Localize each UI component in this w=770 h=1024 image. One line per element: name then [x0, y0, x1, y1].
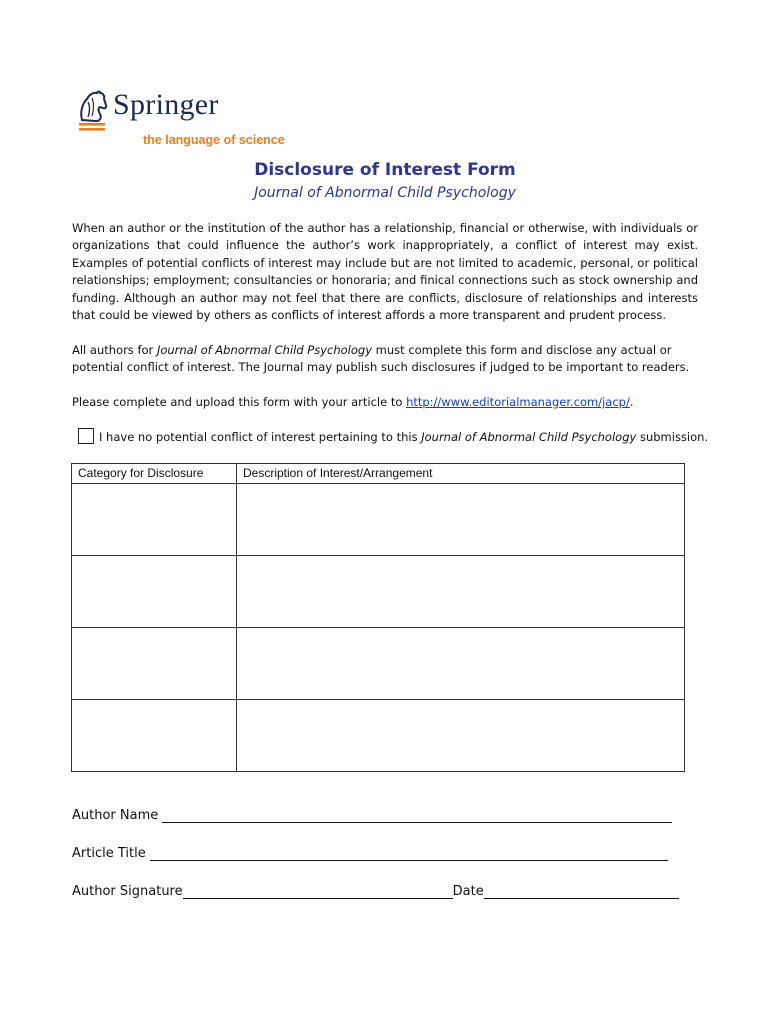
table-row	[72, 628, 685, 700]
date-label: Date	[452, 884, 484, 899]
author-signature-line[interactable]	[183, 884, 453, 899]
no-conflict-text-end: submission.	[636, 430, 709, 444]
intro-paragraph: When an author or the institution of the author has a relationship, financial or otherwise, with individuals or organizations that could influence the author’s work inappropriately, a conflict of interest may exist. Examples of potential conflicts of interest may include but are not limited to academic, personal, or political relationships; employment; consultancies or honoraria; and finical connections such as stock ownership and funding. Although an author may not feel that there are conflicts, disclosure of relationships and interests that could be viewed by others as conflicts of interest affords a more transparent and prudent process.	[72, 221, 698, 323]
category-cell[interactable]	[72, 556, 237, 628]
form-title: Disclosure of Interest Form	[254, 160, 516, 180]
category-header: Category for Disclosure	[72, 464, 237, 484]
requirement-text-start: All authors for	[72, 343, 157, 357]
author-name-field	[72, 808, 672, 823]
springer-horse-icon	[76, 90, 110, 132]
upload-paragraph	[72, 394, 698, 411]
description-cell[interactable]	[237, 628, 685, 700]
no-conflict-journal-name: Journal of Abnormal Child Psychology	[421, 430, 637, 444]
logo-name: Springer	[113, 88, 219, 121]
upload-text: Please complete and upload this form with your article to	[72, 395, 407, 409]
logo-tagline: the language of science	[143, 133, 285, 147]
disclosure-table	[71, 463, 685, 772]
table-header-row	[72, 464, 685, 484]
no-conflict-checkbox[interactable]	[78, 428, 94, 444]
description-cell[interactable]	[237, 484, 685, 556]
category-cell[interactable]	[72, 484, 237, 556]
description-cell[interactable]	[237, 700, 685, 772]
no-conflict-text-start: I have no potential conflict of interest pertaining to this	[99, 430, 422, 444]
date-line[interactable]	[484, 884, 679, 899]
requirement-journal-name: Journal of Abnormal Child Psychology	[156, 343, 373, 357]
table-row	[72, 700, 685, 772]
article-title-field	[72, 846, 668, 861]
author-name-label: Author Name	[72, 808, 159, 823]
requirement-paragraph	[72, 342, 698, 377]
journal-subtitle: Journal of Abnormal Child Psychology	[254, 185, 516, 201]
article-title-line[interactable]	[150, 846, 668, 861]
signature-field	[72, 884, 679, 899]
table-row	[72, 556, 685, 628]
category-cell[interactable]	[72, 700, 237, 772]
category-cell[interactable]	[72, 628, 237, 700]
springer-logo	[76, 90, 316, 150]
description-header: Description of Interest/Arrangement	[237, 464, 685, 484]
requirement-text-end: must complete this form and disclose any actual or potential conflict of interest. The Journal may publish such disclosures if judged to be important to readers.	[72, 343, 690, 375]
description-cell[interactable]	[237, 556, 685, 628]
author-name-line[interactable]	[162, 808, 672, 823]
table-row	[72, 484, 685, 556]
author-signature-label: Author Signature	[72, 884, 183, 899]
upload-text-end: .	[629, 395, 634, 409]
article-title-label: Article Title	[72, 846, 146, 861]
no-conflict-row	[78, 428, 708, 444]
editorial-manager-link[interactable]: http://www.editorialmanager.com/jacp/	[406, 395, 630, 409]
